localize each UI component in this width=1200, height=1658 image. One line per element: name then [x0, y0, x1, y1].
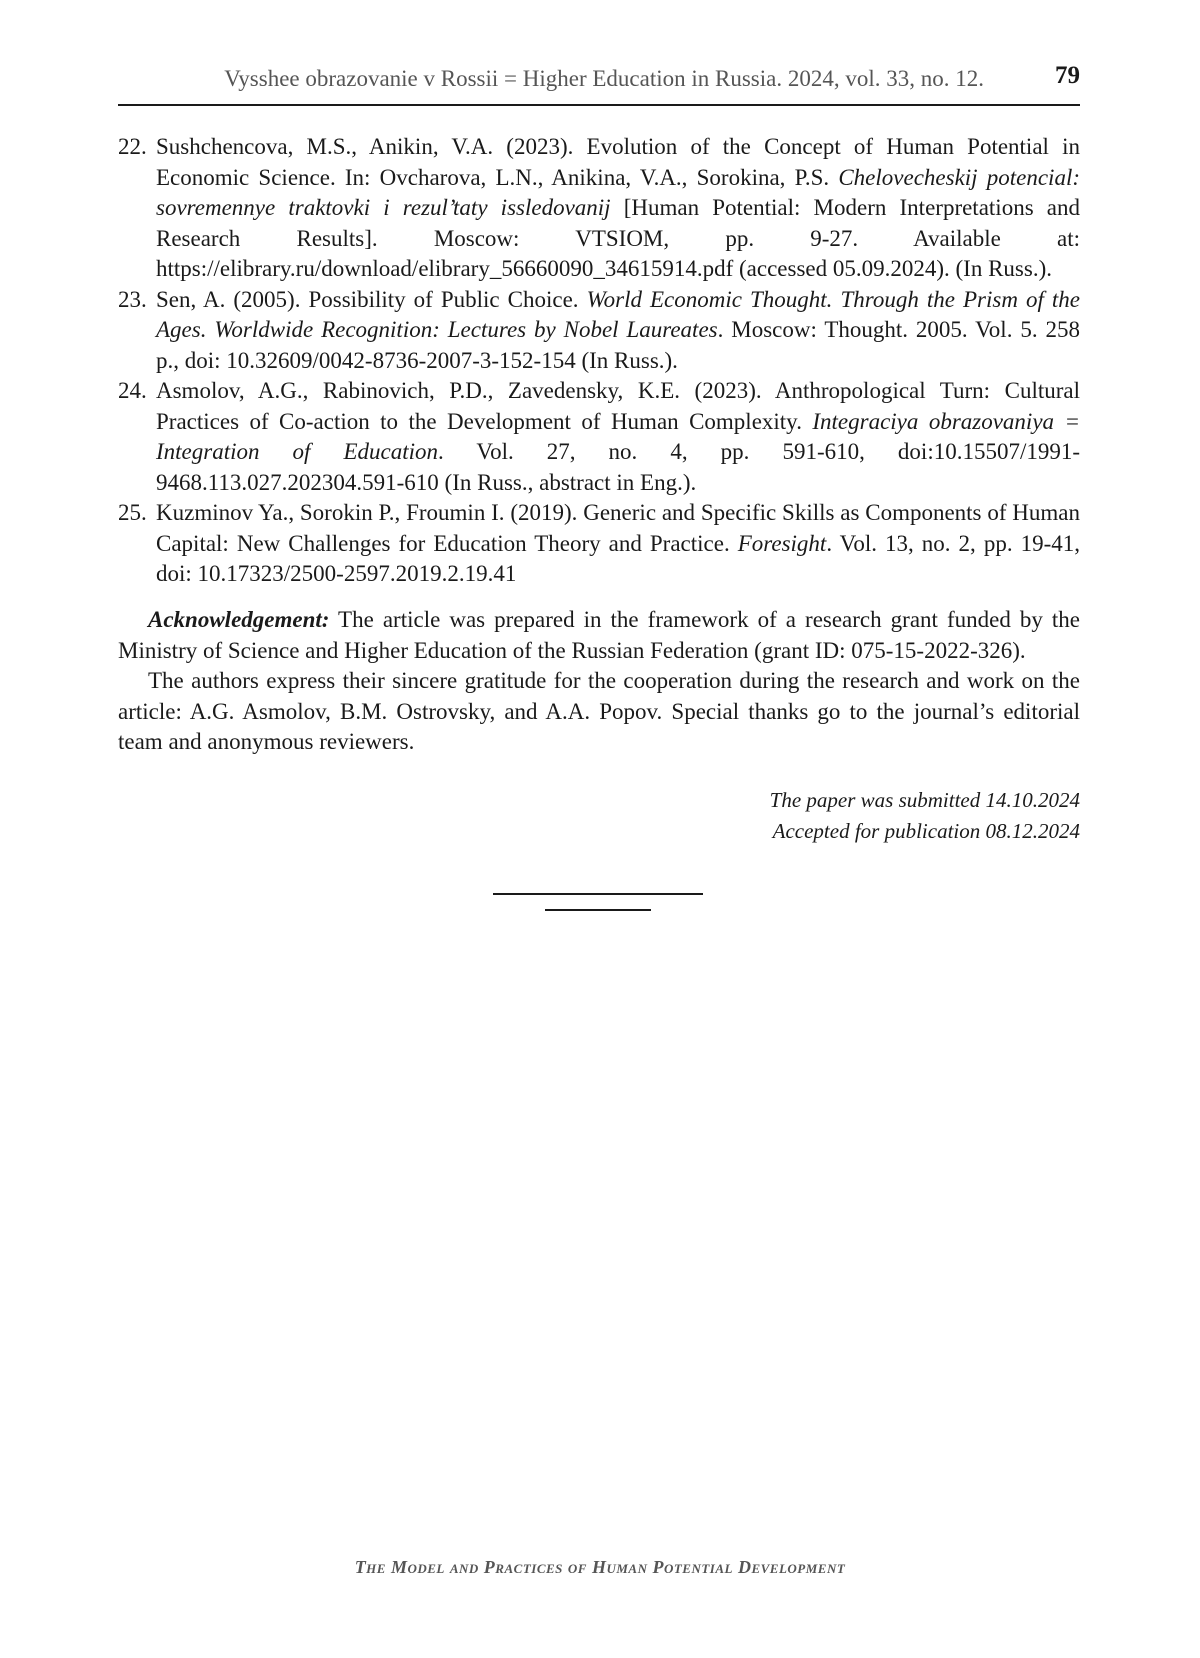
running-head [118, 58, 1080, 106]
submitted-date: The paper was submitted 14.10.2024 [769, 788, 1080, 812]
reference-source-title: Chelovecheskij potencial: sovremennye traktovki i rezul’taty issledovanij [156, 164, 1080, 220]
reference-details: . Moscow: Thought. 2005. Vol. 5. 258 p., doi: 10.32609/0042-8736-2007-3-152-154 (In Russ.). [156, 317, 1080, 373]
reference-item [118, 132, 1080, 285]
acknowledgement-paragraph [118, 605, 1080, 666]
reference-number: 25. [118, 500, 147, 525]
reference-text: Sushchencova, M.S., Anikin, V.A. (2023). Evolution of the Concept of Human Potential in Economic Science. In: Ovcharova, L.N., Anikina, V.A., Sorokina, P.S. [156, 134, 1080, 190]
reference-number: 24. [118, 378, 147, 403]
end-rule-long [493, 893, 703, 895]
publication-dates [770, 785, 1080, 847]
reference-text: Sen, A. (2005). Possibility of Public Choice. [156, 286, 587, 312]
acknowledgement-section [118, 605, 1080, 758]
reference-number: 22. [118, 134, 147, 159]
page-number: 79 [1055, 62, 1080, 89]
reference-details: . Vol. 13, no. 2, pp. 19-41, doi: 10.17323/2500-2597.2019.2.19.41 [156, 530, 1080, 586]
reference-details: [Human Potential: Modern Interpretations and Research Results]. Moscow: VTSIOM, pp. 9-27. Available at: https://elibrary.ru/download/elibrary_56660090_34615914.pdf (accessed 05.09.2024). (In Russ.). [156, 195, 1081, 281]
running-foot: The Model and Practices of Human Potential Development [354, 1557, 846, 1577]
reference-text: Asmolov, A.G., Rabinovich, P.D., Zavedensky, K.E. (2023). Anthropological Turn: Cultural Practices of Co-action to the Development of Human Complexity. [156, 378, 1080, 434]
reference-source-title: World Economic Thought. Through the Prism of the Ages. Worldwide Recognition: Lectures by Nobel Laureates [156, 286, 1081, 342]
reference-list [118, 132, 1080, 590]
reference-number: 23. [118, 286, 147, 312]
reference-source-title: Foresight [737, 530, 827, 556]
reference-text: Kuzminov Ya., Sorokin P., Froumin I. (2019). Generic and Specific Skills as Components of Human Capital: New Challenges for Education Theory and Practice. [156, 500, 1080, 556]
reference-details: . Vol. 27, no. 4, pp. 591-610, doi:10.15507/1991-9468.113.027.202304.591-610 (In Russ., abstract in Eng.). [156, 439, 1081, 495]
gratitude-paragraph: The authors express their sincere gratitude for the cooperation during the research and work on the article: A.G. Asmolov, B.M. Ostrovsky, and A.A. Popov. Special thanks go to the journal’s editorial team and anonymous reviewers. [118, 668, 1080, 754]
reference-item [118, 285, 1080, 377]
reference-item [118, 498, 1080, 590]
accepted-date: Accepted for publication 08.12.2024 [772, 819, 1080, 843]
journal-title: Vysshee obrazovanie v Rossii = Higher Education in Russia. 2024, vol. 33, no. 12. [224, 66, 984, 91]
acknowledgement-text: The article was prepared in the framework of a research grant funded by the Ministry of Science and Higher Education of the Russian Federation (grant ID: 075-15-2022-326). [118, 607, 1080, 663]
reference-source-title: Integraciya obrazovaniya = Integration of Education [156, 408, 1080, 464]
reference-item [118, 376, 1080, 498]
acknowledgement-label: Acknowledgement: [148, 607, 330, 632]
end-rule-short [545, 909, 651, 911]
